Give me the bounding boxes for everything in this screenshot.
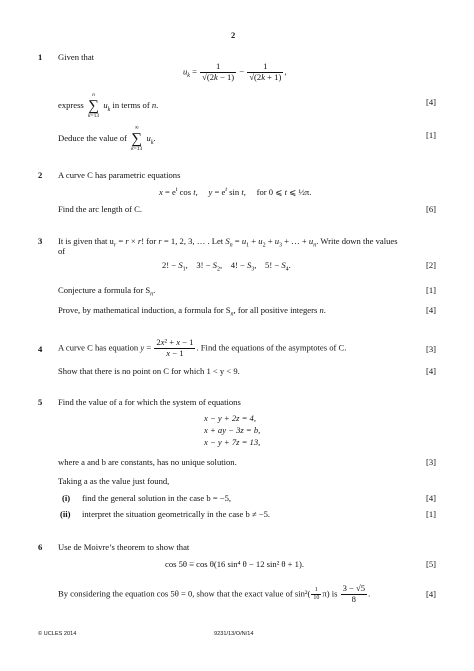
q2-equations: $x = e^t$ cos t, $y = e^t$ sin t, for 0 ⩽ t ⩽ ½π. xyxy=(159,186,312,197)
q4-text: A curve C has equation y = $\frac{\text{2x² + x − 1}}{x - 1}$ . Find the equations of the asymptotes of C. xyxy=(58,337,347,358)
q6-by: By considering the equation cos 5θ = 0, show that the exact value of sin²( $\frac{1}{10}$ π) is $\frac{3 - √5}{8}$ . xyxy=(58,583,371,604)
q6-text: Use de Moivre’s theorem to show that xyxy=(58,542,190,552)
q5-part-i: find the general solution in the case b = −5, xyxy=(82,493,232,503)
q5-marks-ii: [1] xyxy=(425,509,436,519)
q3-marks-b: [1] xyxy=(425,285,436,295)
q5-eq1: x − y + 2z = 4, xyxy=(204,413,257,423)
q1-marks-a: [4] xyxy=(425,97,436,107)
q4-show: Show that there is no point on C for which 1 < y < 9. xyxy=(58,366,240,376)
q6-identity: cos 5θ ≡ cos θ(16 sin⁴ θ − 12 sin² θ + 1). xyxy=(165,559,304,569)
q5-marks-i: [4] xyxy=(425,493,436,503)
q6-marks-a: [5] xyxy=(425,559,436,569)
q5-eq3: x − y + 7z = 13, xyxy=(204,437,261,447)
q3-prove: Prove, by mathematical induction, a formula for $S_n$, for all positive integers n. xyxy=(58,305,326,318)
q1-express: express n ∑ k=13 $u_k$ in terms of n. xyxy=(58,92,159,119)
q2-text: A curve C has parametric equations xyxy=(58,170,181,180)
q3-conjecture: Conjecture a formula for $S_n$. xyxy=(58,285,156,298)
question-number-4: 4 xyxy=(38,344,43,354)
q1-deduce: Deduce the value of ∞ ∑ k=13 $u_k$. xyxy=(58,125,156,152)
q6-marks-b: [4] xyxy=(425,589,436,599)
q3-values: 2! − $S_1$, 3! − $S_2$, 4! − $S_3$, 5! − $S_4$. xyxy=(162,260,291,273)
q5-taking: Taking a as the value just found, xyxy=(58,476,170,486)
q5-text: Find the value of a for which the system of equations xyxy=(58,397,241,407)
page-number: 2 xyxy=(231,30,236,40)
q1-given: Given that xyxy=(58,52,95,62)
q5-part-ii: interpret the situation geometrically in the case b ≠ −5. xyxy=(82,509,271,519)
question-number-2: 2 xyxy=(38,170,43,180)
q3-of: of xyxy=(58,246,66,256)
question-number-5: 5 xyxy=(38,397,43,407)
q5-marks-a: [3] xyxy=(425,457,436,467)
q4-marks-b: [4] xyxy=(425,366,436,376)
question-number-1: 1 xyxy=(38,52,43,62)
q1-marks-b: [1] xyxy=(425,130,436,140)
footer-copyright: © UCLES 2014 xyxy=(38,631,77,637)
question-number-3: 3 xyxy=(38,236,43,246)
q3-marks-c: [4] xyxy=(425,305,436,315)
q4-marks-a: [3] xyxy=(425,344,436,354)
q1-formula: $u_k$ = $\frac{1}{√(2k - 1)}$ − $\frac{1}{√(2k + 1)}$ , xyxy=(183,61,287,82)
q2-marks: [6] xyxy=(425,204,436,214)
q3-marks-a: [2] xyxy=(425,260,436,270)
q3-line1: It is given that $u_r = r \times r$! for r = 1, 2, 3, … . Let $S_n = u_1 + u_2 + u_3$ + … + $u_n$. Write down the values xyxy=(58,236,398,249)
q5-part-i-label: (i) xyxy=(62,493,71,503)
q2-find: Find the arc length of C. xyxy=(58,204,143,214)
q5-where: where a and b are constants, has no unique solution. xyxy=(58,457,237,467)
q5-eq2: x + ay − 3z = b, xyxy=(204,425,261,435)
question-number-6: 6 xyxy=(38,542,43,552)
footer-paper-code: 9231/13/O/N/14 xyxy=(214,631,254,637)
q5-part-ii-label: (ii) xyxy=(60,509,71,519)
